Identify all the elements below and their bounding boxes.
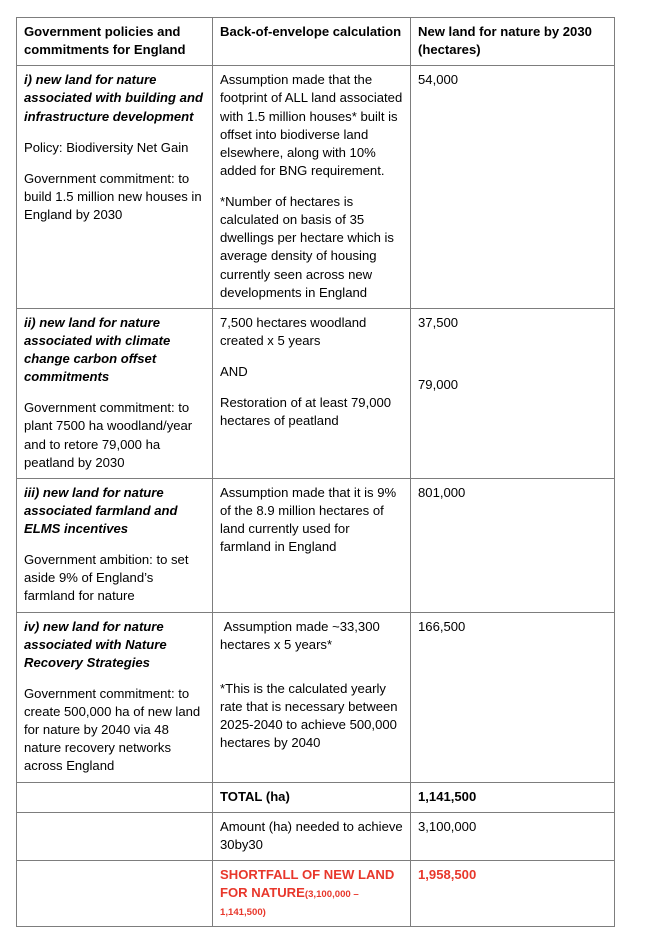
policy-commitments-table (16, 17, 615, 927)
column-header-calculation-line1: Back-of-envelope calculation (220, 24, 402, 39)
needed-value: 3,100,000 (418, 818, 477, 834)
table-row-total (17, 782, 615, 812)
row-iv-value-cell (411, 612, 615, 782)
row-i-policy-paragraph-2: Government commitment: to build 1.5 million new houses in England by 2030 (24, 170, 202, 222)
row-iv-policy-heading: iv) new land for nature associated with Nature Recovery Strategies (24, 618, 167, 670)
row-iv-policy-paragraph-1: Government commitment: to create 500,000 ha of new land for nature by 2040 via 48 nature recovery networks across England (24, 685, 201, 774)
row-iii-calculation-paragraph-1: Assumption made that it is 9% of the 8.9 million hectares of land currently used for farmland in England (220, 484, 397, 555)
shortfall-label-suffix: (3,100,000 – 1,141,500) (220, 889, 359, 919)
needed-policy-cell-empty (17, 812, 213, 860)
row-i-policy-paragraph-1: Policy: Biodiversity Net Gain (24, 139, 189, 155)
needed-label: Amount (ha) needed to achieve 30by30 (220, 818, 403, 852)
row-iv-calculation-cell (213, 612, 411, 782)
table-row (17, 66, 615, 309)
column-header-newland (411, 18, 615, 66)
row-i-policy-cell (17, 66, 213, 309)
total-label-cell (213, 782, 411, 812)
column-header-calculation (213, 18, 411, 66)
row-ii-value-1: 37,500 (418, 314, 459, 330)
row-iv-policy-cell (17, 612, 213, 782)
total-value-cell (411, 782, 615, 812)
row-iv-calculation-paragraph-2: *This is the calculated yearly rate that is necessary between 2025-2040 to achieve 500,000 hectares by 2040 (220, 680, 398, 751)
table-row (17, 612, 615, 782)
column-header-newland-line1: New land for nature by 2030 (418, 24, 592, 39)
shortfall-value: 1,958,500 (418, 866, 477, 882)
row-ii-calculation-cell (213, 308, 411, 478)
table-row-needed (17, 812, 615, 860)
row-iv-value-1: 166,500 (418, 618, 466, 634)
row-i-policy-heading: i) new land for nature associated with building and infrastructure development (24, 72, 203, 124)
row-iii-value-1: 801,000 (418, 484, 466, 500)
row-i-value-1: 54,000 (418, 72, 459, 88)
row-ii-calculation-paragraph-1: 7,500 hectares woodland created x 5 years (220, 314, 367, 348)
row-iii-policy-paragraph-1: Government ambition: to set aside 9% of England’s farmland for nature (24, 552, 189, 604)
table-row-shortfall (17, 860, 615, 926)
row-i-calculation-paragraph-2: *Number of hectares is calculated on basis of 35 dwellings per hectare which is average density of housing currently seen across new developments in England (220, 194, 394, 300)
table-header-row (17, 18, 615, 66)
column-header-policy-line2: commitments for England (24, 42, 186, 58)
column-header-policy (17, 18, 213, 66)
column-header-newland-line2: (hectares) (418, 42, 481, 58)
table-row (17, 478, 615, 612)
row-ii-policy-heading: ii) new land for nature associated with climate change carbon offset commitments (24, 314, 171, 385)
row-ii-value-cell (411, 308, 615, 478)
total-value: 1,141,500 (418, 788, 477, 804)
row-i-calculation-paragraph-1: Assumption made that the footprint of ALL land associated with 1.5 million houses* built is offset into biodiverse land elsewhere, along with 10% added for BNG requirement. (220, 72, 403, 178)
total-label: TOTAL (ha) (220, 788, 290, 804)
row-ii-policy-cell (17, 308, 213, 478)
shortfall-label-cell (213, 860, 411, 926)
row-iii-policy-heading: iii) new land for nature associated farmland and ELMS incentives (24, 484, 178, 536)
row-ii-policy-paragraph-1: Government commitment: to plant 7500 ha woodland/year and to retore 79,000 ha peatland by 2030 (24, 400, 193, 470)
row-iv-calculation-paragraph-1: Assumption made ~33,300 hectares x 5 years* (220, 618, 384, 652)
shortfall-label-wrap (220, 866, 404, 920)
shortfall-value-cell (411, 860, 615, 926)
shortfall-policy-cell-empty (17, 860, 213, 926)
table-row (17, 308, 615, 478)
row-i-calculation-cell (213, 66, 411, 309)
row-ii-value-2: 79,000 (418, 376, 459, 392)
row-iii-policy-cell (17, 478, 213, 612)
total-policy-cell-empty (17, 782, 213, 812)
row-iii-value-cell (411, 478, 615, 612)
needed-value-cell (411, 812, 615, 860)
row-iii-calculation-cell (213, 478, 411, 612)
needed-label-cell (213, 812, 411, 860)
row-ii-calculation-paragraph-2: Restoration of at least 79,000 hectares of peatland (220, 395, 392, 429)
column-header-policy-line1: Government policies and (24, 24, 181, 39)
shortfall-label: SHORTFALL OF NEW LAND FOR NATURE (220, 866, 395, 900)
row-i-value-cell (411, 66, 615, 309)
row-ii-calculation-conjunction: AND (220, 364, 248, 379)
